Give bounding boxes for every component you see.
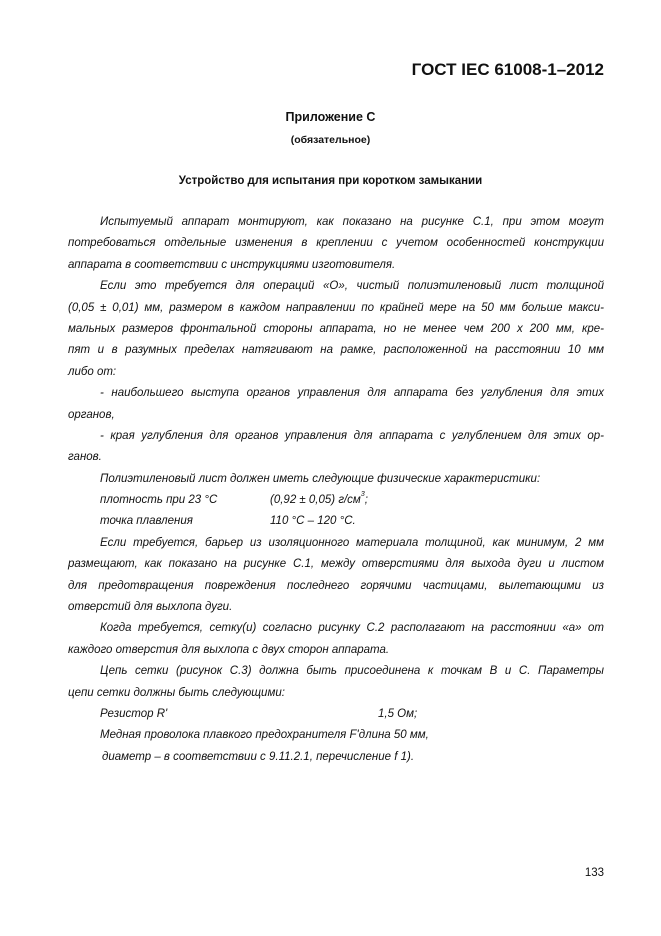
text-line: - края углубления для органов управления для аппарата с углублением для этих ор- <box>100 429 604 442</box>
text-line: Если требуется, барьер из изоляционного материала толщиной, как минимум, 2 мм <box>100 536 604 549</box>
section-heading: Устройство для испытания при коротком замыкании <box>178 175 483 187</box>
wire-row: Медная проволока плавкого предохранителя F'длина 50 мм, <box>100 729 429 742</box>
text-line: Если это требуется для операций «О», чистый полиэтиленовый лист толщиной <box>100 280 604 293</box>
text-line: Полиэтиленовый лист должен иметь следующие физические характеристики: <box>100 472 541 485</box>
body-text <box>68 212 604 768</box>
text-line: либо от: <box>68 365 117 378</box>
text-line: каждого отверстия для выхлопа с двух сторон аппарата. <box>68 643 390 656</box>
text-line: ганов. <box>68 451 102 464</box>
diameter-row: диаметр – в соответствии с 9.11.2.1, перечисление f 1). <box>102 750 415 763</box>
density-row <box>68 490 604 511</box>
resistor-label: Резистор R' <box>100 707 168 720</box>
text-line: отверстий для выхлопа дуги. <box>68 601 233 614</box>
text-line: размещают, как показано на рисунке С.1, между отверстиями для выхода дуги и листом <box>68 558 604 571</box>
text-line: органов, <box>68 408 115 421</box>
text-line: Цепь сетки (рисунок С.3) должна быть присоединена к точкам В и С. Параметры <box>100 665 604 678</box>
text-line: - наибольшего выступа органов управления для аппарата без углубления для этих <box>100 387 604 400</box>
text-line: аппарата в соответствии с инструкциями изготовителя. <box>68 258 396 271</box>
text-line: для предотвращения повреждения последнего горячими частицами, вылетающими из <box>68 579 604 592</box>
text-line: мальных размеров фронтальной стороны аппарата, но не менее чем 200 х 200 мм, кре- <box>68 322 604 335</box>
resistor-value: 1,5 Ом; <box>378 707 418 720</box>
density-value: (0,92 ± 0,05) г/см <box>270 494 361 507</box>
annex-status: (обязательное) <box>290 134 371 146</box>
text-line: пят и в разумных пределах натягивают на рамке, расположенной на расстоянии 10 мм <box>68 344 604 357</box>
page-number: 133 <box>584 867 604 879</box>
standard-number: ГОСТ IEC 61008-1–2012 <box>411 60 604 79</box>
text-line: потребоваться отдельные изменения в креплении с учетом особенностей конструкции <box>68 237 604 250</box>
density-superscript: 3 <box>360 491 365 499</box>
melting-value: 110 °С – 120 °С. <box>270 515 356 528</box>
text-line: (0,05 ± 0,01) мм, размером в каждом направлении по крайней мере на 50 мм больше макси- <box>68 301 604 314</box>
text-line: Когда требуется, сетку(и) согласно рисунку С.2 располагают на расстоянии «а» от <box>100 622 604 635</box>
melting-label: точка плавления <box>100 515 193 528</box>
resistor-row <box>68 704 604 725</box>
density-tail: ; <box>364 494 368 507</box>
annex-title: Приложение С <box>285 110 376 124</box>
text-line: цепи сетки должны быть следующими: <box>68 686 285 699</box>
density-label: плотность при 23 °С <box>100 494 218 507</box>
melting-row <box>68 511 604 532</box>
text-line: Испытуемый аппарат монтируют, как показано на рисунке С.1, при этом могут <box>100 216 604 228</box>
